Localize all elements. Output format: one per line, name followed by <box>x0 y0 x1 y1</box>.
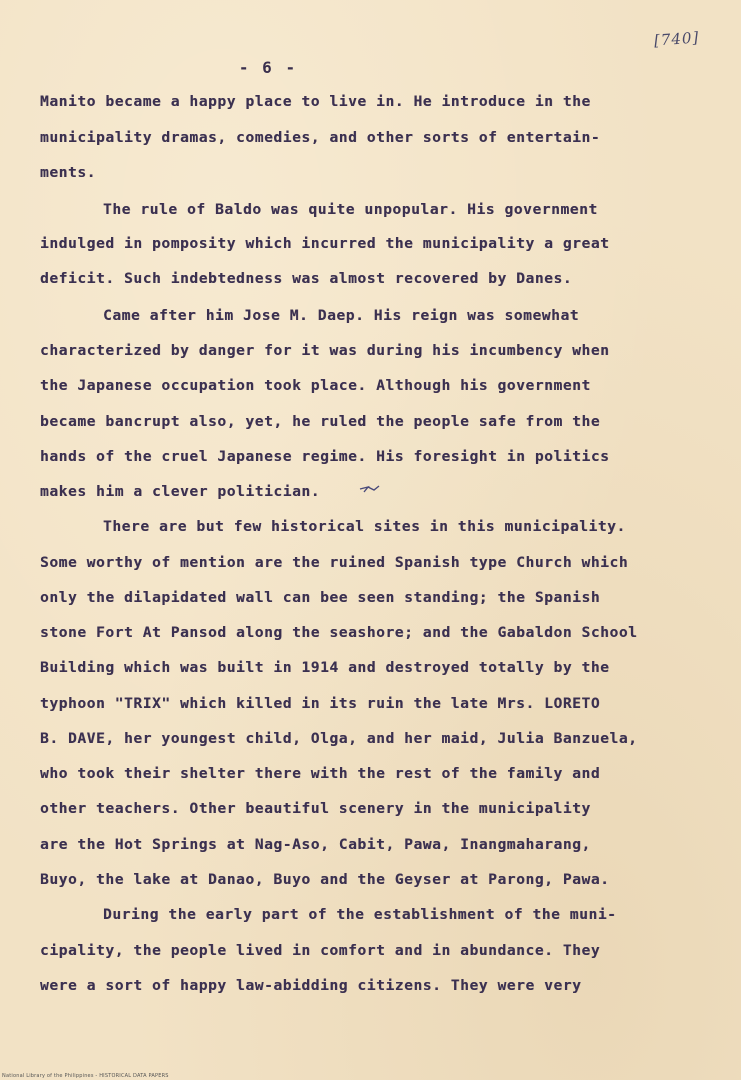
text-line: Came after him Jose M. Daep. His reign was somewhat <box>103 307 580 324</box>
text-line: who took their shelter there with the rest of the family and <box>40 765 601 782</box>
text-line: B. DAVE, her youngest child, Olga, and her maid, Julia Banzuela, <box>40 730 638 747</box>
text-line: There are but few historical sites in this municipality. <box>103 518 626 535</box>
text-line: were a sort of happy law-abidding citizens. They were very <box>40 977 582 994</box>
text-line: the Japanese occupation took place. Although his government <box>40 377 591 394</box>
text-line: characterized by danger for it was during his incumbency when <box>40 342 610 359</box>
archive-footer: National Library of the Philippines - HISTORICAL DATA PAPERS <box>2 1073 169 1079</box>
page-number: - 6 - <box>238 58 298 77</box>
text-line: Some worthy of mention are the ruined Spanish type Church which <box>40 554 629 571</box>
text-line: hands of the cruel Japanese regime. His foresight in politics <box>40 448 610 465</box>
text-line: deficit. Such indebtedness was almost recovered by Danes. <box>40 270 573 287</box>
text-line: cipality, the people lived in comfort and in abundance. They <box>40 942 601 959</box>
text-line: makes him a clever politician. <box>40 483 321 500</box>
text-line: During the early part of the establishment of the muni- <box>103 906 617 923</box>
text-line: stone Fort At Pansod along the seashore; and the Gabaldon School <box>40 624 638 641</box>
text-line: became bancrupt also, yet, he ruled the people safe from the <box>40 413 601 430</box>
text-line: municipality dramas, comedies, and other sorts of entertain- <box>40 129 601 146</box>
pen-mark <box>359 482 381 496</box>
text-line: typhoon "TRIX" which killed in its ruin the late Mrs. LORETO <box>40 695 601 712</box>
text-line: only the dilapidated wall can bee seen standing; the Spanish <box>40 589 601 606</box>
text-line: Manito became a happy place to live in. He introduce in the <box>40 93 591 110</box>
text-line: indulged in pomposity which incurred the municipality a great <box>40 235 610 252</box>
text-line: ments. <box>40 164 97 181</box>
archive-mark: [740] <box>653 28 700 50</box>
text-line: other teachers. Other beautiful scenery in the municipality <box>40 800 591 817</box>
text-line: Building which was built in 1914 and destroyed totally by the <box>40 659 610 676</box>
text-line: are the Hot Springs at Nag-Aso, Cabit, Pawa, Inangmaharang, <box>40 836 591 853</box>
text-line: Buyo, the lake at Danao, Buyo and the Geyser at Parong, Pawa. <box>40 871 610 888</box>
text-line: The rule of Baldo was quite unpopular. His government <box>103 201 598 218</box>
